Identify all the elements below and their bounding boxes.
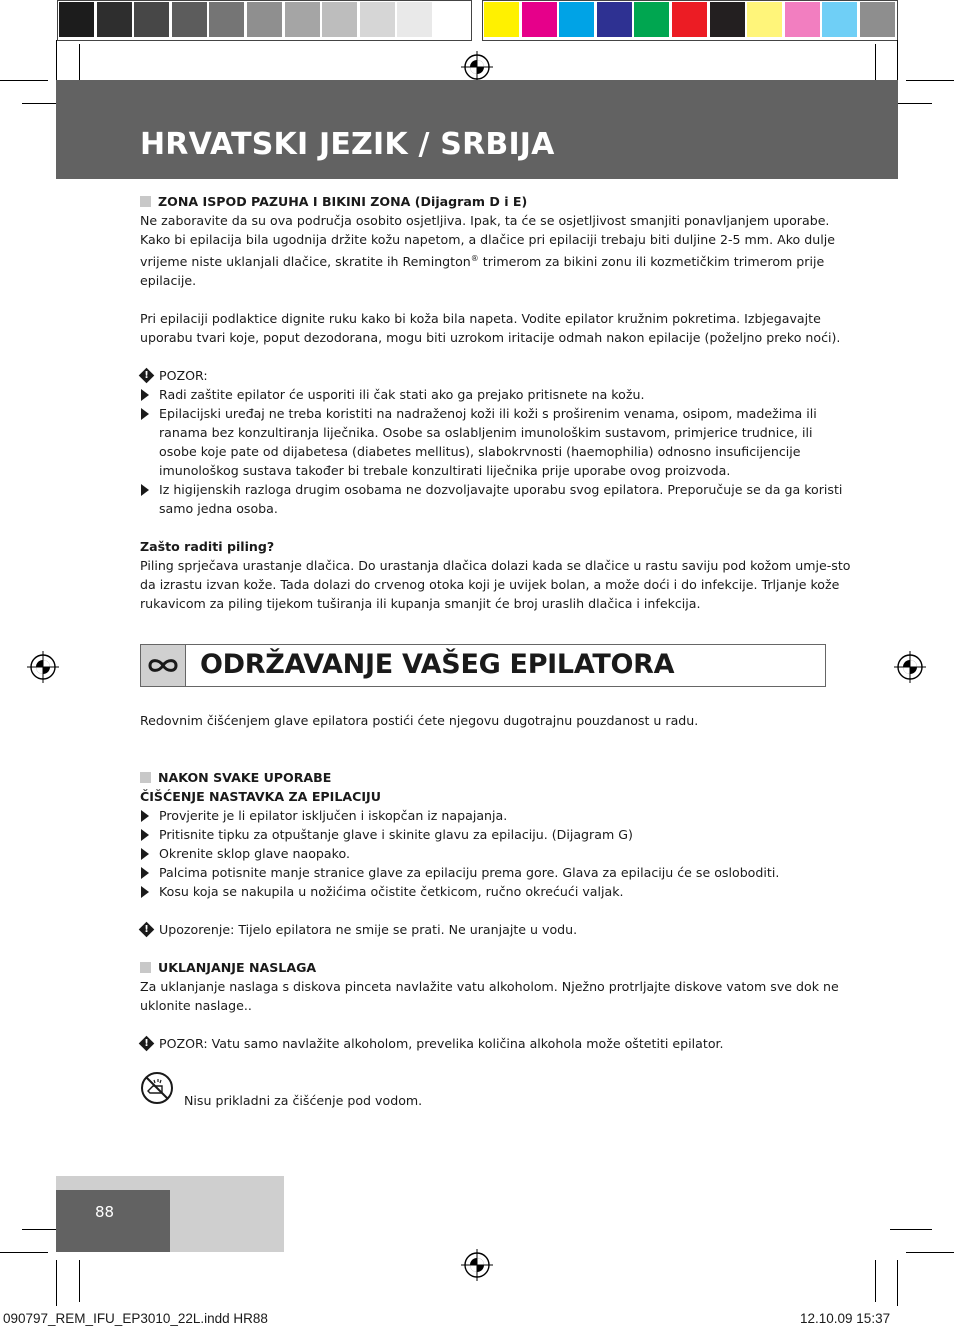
gray-swatch (247, 2, 282, 37)
square-bullet-icon (140, 772, 151, 783)
color-swatch (484, 2, 519, 37)
section-heading: UKLANJANJE NASLAGA (140, 958, 852, 977)
no-water-text: Nisu prikladni za čišćenje pod vodom. (184, 1093, 423, 1108)
list-item: Kosu koja se nakupila u nožićima očistite četkicom, ručno okrećući valjak. (140, 882, 852, 901)
gray-swatch (209, 2, 244, 37)
paragraph: Piling sprječava urastanje dlačica. Do urastanja dlačica dolazi kada se dlačice u rastu saviju pod kožom umje-sto da izrastu izvan kože. Tada dolazi do crvenog otoka koji je uvijek bolan, a može doći i do infekcije. Trljanje kože rukavicom za piling tijekom tuširanja ili kupanja smanjit će broj uraslih dlačica i infekcija. (140, 558, 851, 612)
gray-swatch (360, 2, 395, 37)
color-swatch (860, 2, 895, 37)
gray-swatch (285, 2, 320, 37)
paragraph: Pri epilaciji podlaktice dignite ruku kako bi koža bila napeta. Vodite epilator kružnim pokretima. Izbjegavajte uporabu tvari koje, poput dezodorana, mogu biti uzrokom iritacije odmah nakon epilacije (poželjno preko noći). (140, 311, 841, 346)
slug-timestamp: 12.10.09 15:37 (800, 1311, 891, 1326)
triangle-bullet-icon (141, 484, 149, 496)
page-title: HRVATSKI JEZIK / SRBIJA (140, 127, 555, 162)
list-item: Provjerite je li epilator isključen i iskopčan iz napajanja. (140, 806, 852, 825)
registration-mark-icon (893, 650, 927, 684)
subheading: Zašto raditi piling? (140, 539, 275, 555)
warning-diamond-icon: ! (139, 922, 155, 938)
crop-mark (0, 80, 48, 81)
subheading: ČIŠĆENJE NASTAVKA ZA EPILACIJU (140, 789, 381, 804)
triangle-bullet-icon (141, 408, 149, 420)
infinity-icon (141, 645, 186, 686)
paragraph: Ne zaboravite da su ova područja osobito osjetljiva. Ipak, ta će se osjetljivost smanjiti ponavljanjem uporabe. Kako bi epilacija bila ugodnija držite kožu napetom, a dlačice pri epilaciji trebaju biti duljine 2-5 mm. Ako dulje vrijeme niste uklanjali dlačice, skratite ih Remington® trimerom za bikini zonu ili kozmetičkim trimerom prije epilacije. (140, 213, 835, 289)
section-heading: NAKON SVAKE UPORABE (140, 768, 852, 787)
square-bullet-icon (140, 196, 151, 207)
registered-mark: ® (470, 254, 479, 263)
triangle-bullet-icon (141, 389, 149, 401)
list-item: Radi zaštite epilator će usporiti ili čak stati ako ga prejako pritisnete na kožu. (140, 385, 852, 404)
color-swatch (785, 2, 820, 37)
content-bottom (140, 711, 852, 1053)
paragraph: Redovnim čišćenjem glave epilatora postići ćete njegovu dugotrajnu pouzdanost u radu. (140, 713, 699, 728)
color-swatch (634, 2, 669, 37)
gray-swatch (322, 2, 357, 37)
list-item: Iz higijenskih razloga drugim osobama ne dozvoljavajte uporabu svog epilatora. Preporučuje se da ga koristi samo jedna osoba. (140, 480, 852, 518)
registration-mark-icon (460, 50, 494, 84)
list-item: Epilacijski uređaj ne treba koristiti na nadraženoj koži ili koži s proširenim venama, osipom, madežima ili ranama bez konzultiranja liječnika. Osobe sa oslabljenim imunološkim sustavom, primjerice trudnice, ili osobe koje pate od dijabetesa (diabetes mellitus), slabokrvnosti (haemophilia) odnosno insuficijencije imunološkog sustava također bi trebale konzultirati liječnika prije uporabe ovog proizvoda. (140, 404, 852, 480)
registration-mark-icon (26, 650, 60, 684)
content-top (140, 192, 852, 613)
gray-swatch (172, 2, 207, 37)
list-item: Okrenite sklop glave naopako. (140, 844, 852, 863)
triangle-bullet-icon (141, 829, 149, 841)
section-heading: ZONA ISPOD PAZUHA I BIKINI ZONA (Dijagram D i E) (140, 192, 852, 211)
color-swatch (597, 2, 632, 37)
section-title-box (140, 644, 826, 687)
crop-mark (79, 1260, 80, 1302)
triangle-bullet-icon (141, 848, 149, 860)
crop-mark (0, 1252, 48, 1253)
crop-mark (906, 80, 954, 81)
paragraph: Za uklanjanje naslaga s diskova pinceta navlažite vatu alkoholom. Nježno protrljajte diskove vatom sve dok ne uklonite naslage.. (140, 979, 839, 1013)
section-title: ODRŽAVANJE VAŠEG EPILATORA (200, 649, 675, 680)
page-tab-dark (56, 1190, 170, 1252)
gray-swatch (97, 2, 132, 37)
gray-swatch (435, 2, 470, 37)
list-item: Pritisnite tipku za otpuštanje glave i skinite glavu za epilaciju. (Dijagram G) (140, 825, 852, 844)
warning-diamond-icon: ! (139, 368, 155, 384)
page-number: 88 (95, 1203, 115, 1221)
square-bullet-icon (140, 962, 151, 973)
registration-mark-icon (460, 1248, 494, 1282)
gray-swatch (59, 2, 94, 37)
crop-mark (890, 1229, 932, 1230)
triangle-bullet-icon (141, 810, 149, 822)
color-swatch (672, 2, 707, 37)
crop-mark (56, 1260, 57, 1306)
triangle-bullet-icon (141, 886, 149, 898)
slug-file-info: 090797_REM_IFU_EP3010_22L.indd HR88 (3, 1311, 268, 1326)
caution-label: ! POZOR: (140, 366, 852, 385)
crop-mark (906, 1252, 954, 1253)
warning-note: ! Upozorenje: Tijelo epilatora ne smije se prati. Ne uranjajte u vodu. (140, 920, 852, 939)
no-water-icon (140, 1071, 174, 1105)
color-swatch (747, 2, 782, 37)
gray-swatch (397, 2, 432, 37)
color-swatch (822, 2, 857, 37)
caution-note: ! POZOR: Vatu samo navlažite alkoholom, prevelika količina alkohola može oštetiti epilator. (140, 1034, 852, 1053)
color-swatch (710, 2, 745, 37)
triangle-bullet-icon (141, 867, 149, 879)
warning-diamond-icon: ! (139, 1036, 155, 1052)
gray-swatch (134, 2, 169, 37)
crop-mark (897, 1260, 898, 1306)
list-item: Palcima potisnite manje stranice glave za epilaciju prema gore. Glava za epilaciju će se osloboditi. (140, 863, 852, 882)
color-swatch (559, 2, 594, 37)
crop-mark (875, 1260, 876, 1302)
color-swatch (522, 2, 557, 37)
